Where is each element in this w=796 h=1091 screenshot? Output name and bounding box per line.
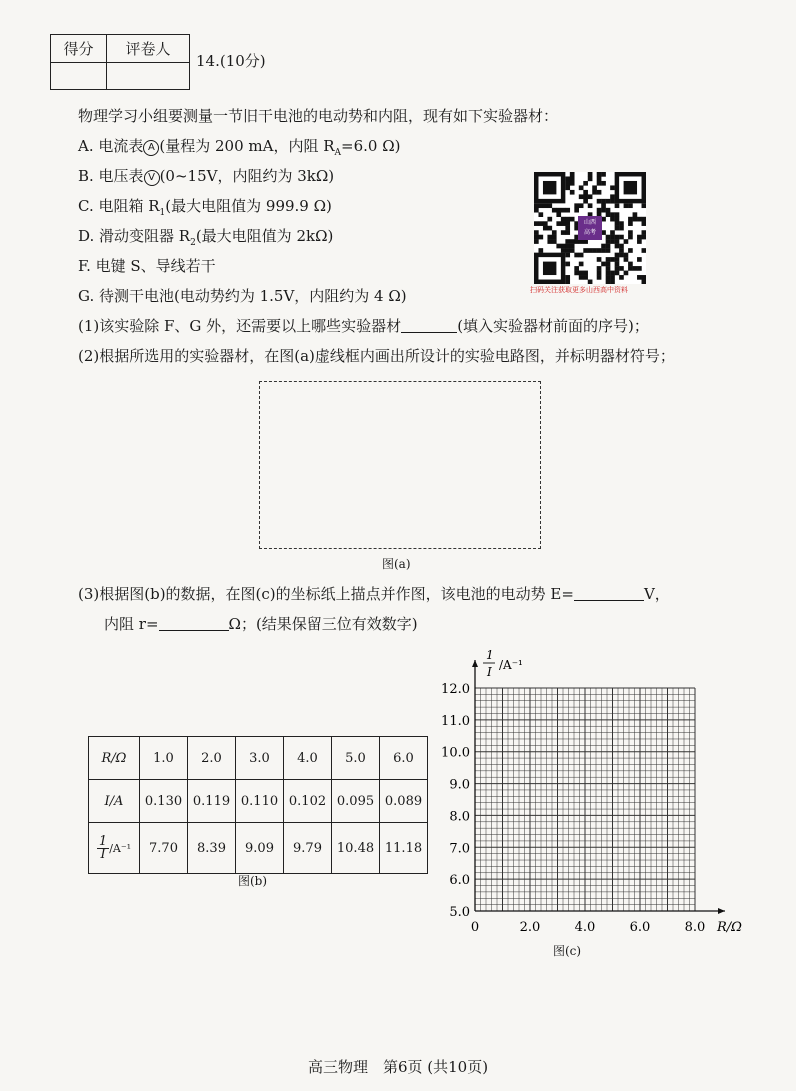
equipment-g: G. 待测干电池(电动势约为 1.5V，内阻约为 4 Ω) xyxy=(78,287,407,305)
qr-finder-pattern xyxy=(624,181,637,194)
figure-a-caption: 图(a) xyxy=(382,557,411,571)
x-axis-arrow-icon xyxy=(718,908,725,914)
ammeter-symbol-icon: A xyxy=(143,140,159,156)
figure-c-caption: 图(c) xyxy=(553,944,582,958)
y-tick-label: 8.0 xyxy=(449,809,470,825)
qr-caption: 扫码关注获取更多山西高中资料 xyxy=(530,286,628,294)
x-tick-label: 2.0 xyxy=(519,920,541,935)
data-table xyxy=(88,736,428,874)
equipment-a: A. 电流表 A (量程为 200 mA，内阻 $R_A=6.0$ Ω) xyxy=(78,137,401,158)
equipment-f: F. 电键 S、导线若干 xyxy=(78,257,216,275)
question-number: 14.(10分) xyxy=(196,52,266,70)
row-header-i: I/A xyxy=(89,780,140,823)
part-2: (2)根据所选用的实验器材，在图(a)虚线框内画出所设计的实验电路图，并标明器材符号； xyxy=(78,347,675,365)
table-row: $\frac{1}{I}/A^{-1}$ 7.70 8.39 9.09 9.79 10.48 11.18 xyxy=(89,823,428,874)
reviewer-cell[interactable] xyxy=(106,62,189,90)
y-tick-label: 10.0 xyxy=(441,745,470,761)
x-tick-label: 4.0 xyxy=(574,920,596,935)
equipment-b: B. 电压表 V (0~15V，内阻约为 3kΩ) xyxy=(78,167,335,185)
y-tick-label: 11.0 xyxy=(441,713,470,729)
part-1: (1)该实验除 F、G 外，还需要以上哪些实验器材 (填入实验器材前面的序号)； xyxy=(78,317,649,335)
x-tick-label: 6.0 xyxy=(629,920,651,935)
table-row: I/A 0.130 0.119 0.110 0.102 0.095 0.089 xyxy=(89,780,428,823)
figure-b-caption: 图(b) xyxy=(238,874,268,888)
y-axis-label-numerator: 1 xyxy=(486,648,494,662)
qr-finder-pattern xyxy=(543,181,556,194)
qr-logo: 山西 高考 xyxy=(578,216,602,240)
y-tick-label: 12.0 xyxy=(441,682,470,697)
answer-blank-1[interactable] xyxy=(401,318,457,333)
score-cell[interactable] xyxy=(51,62,107,90)
x-axis-label: R/Ω xyxy=(717,920,742,935)
equipment-d: D. 滑动变阻器 $R_2$(最大电阻值为 2kΩ) xyxy=(78,227,334,248)
qr-code xyxy=(534,172,646,284)
score-box xyxy=(50,34,190,90)
voltmeter-symbol-icon: V xyxy=(144,170,160,186)
answer-blank-resistance[interactable] xyxy=(159,616,229,631)
table-row: R/Ω 1.0 2.0 3.0 4.0 5.0 6.0 xyxy=(89,737,428,780)
page-footer: 高三物理 第6页 (共10页) xyxy=(307,1058,489,1076)
y-tick-label: 9.0 xyxy=(449,777,470,793)
row-header-r: R/Ω xyxy=(89,737,140,780)
reviewer-label: 评卷人 xyxy=(106,35,189,63)
y-axis-label-unit: /A⁻¹ xyxy=(499,658,523,672)
part-3: (3)根据图(b)的数据，在图(c)的坐标纸上描点并作图，该电池的电动势 E= V， xyxy=(78,585,670,603)
score-label: 得分 xyxy=(51,35,107,63)
graph-paper-chart[interactable] xyxy=(430,645,760,965)
y-tick-label: 7.0 xyxy=(449,841,470,857)
y-axis-arrow-icon xyxy=(472,660,478,667)
x-tick-label: 0 xyxy=(470,920,480,935)
row-header-inv-i: $\frac{1}{I}/A^{-1}$ xyxy=(89,823,140,874)
equipment-c: C. 电阻箱 $R_1$(最大电阻值为 999.9 Ω) xyxy=(78,197,332,218)
y-axis-label-denominator: I xyxy=(487,665,492,679)
x-tick-label: 8.0 xyxy=(684,920,706,935)
intro-text: 物理学习小组要测量一节旧干电池的电动势和内阻，现有如下实验器材： xyxy=(78,107,559,125)
y-tick-label: 5.0 xyxy=(449,905,470,920)
y-tick-label: 6.0 xyxy=(449,873,470,889)
circuit-drawing-area[interactable] xyxy=(259,381,541,549)
part-3-cont: 内阻 r= Ω；(结果保留三位有效数字) xyxy=(104,615,418,633)
qr-finder-pattern xyxy=(543,262,556,275)
answer-blank-emf[interactable] xyxy=(574,586,644,601)
